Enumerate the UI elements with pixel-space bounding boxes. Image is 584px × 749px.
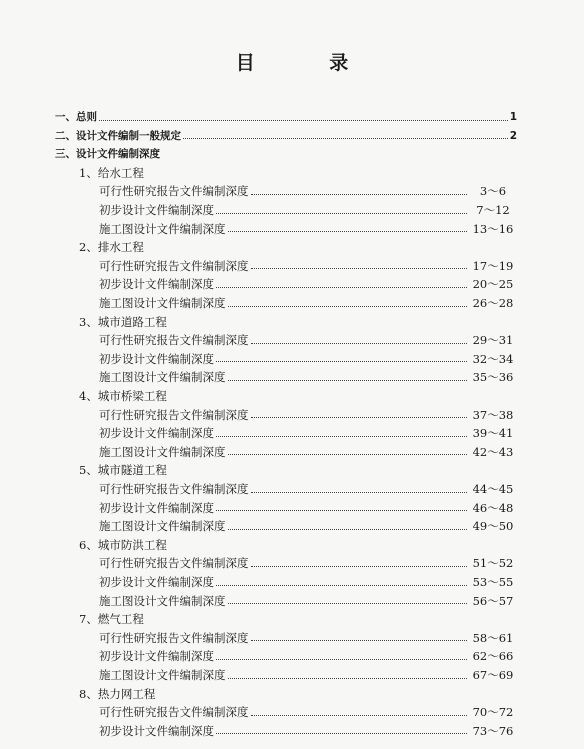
toc-chapter[interactable] — [55, 127, 517, 145]
toc-item[interactable] — [99, 517, 517, 535]
toc-page-number: 51～52 — [472, 556, 514, 571]
toc-entry-label: 初步设计文件编制深度 — [99, 203, 214, 217]
dot-leader — [183, 138, 508, 139]
toc-entry-label: 二、设计文件编制一般规定 — [55, 129, 181, 142]
toc-item[interactable] — [99, 703, 517, 721]
toc-entry-label: 可行性研究报告文件编制深度 — [99, 407, 249, 422]
dot-leader — [251, 492, 468, 493]
toc-entry-label: 施工图设计文件编制深度 — [99, 593, 226, 608]
dot-leader — [228, 306, 468, 307]
toc-item[interactable] — [99, 350, 517, 368]
toc-entry-label: 初步设计文件编制深度 — [99, 649, 214, 664]
toc-entry-label: 3、城市道路工程 — [79, 314, 167, 329]
toc-item[interactable] — [99, 201, 517, 219]
toc-entry-label: 初步设计文件编制深度 — [99, 426, 214, 441]
dot-leader — [228, 529, 468, 530]
dot-leader — [216, 361, 467, 362]
toc-page-number: 56～57 — [472, 593, 514, 608]
toc-item[interactable] — [99, 443, 517, 461]
toc-section[interactable] — [79, 164, 379, 182]
toc-entry-label: 施工图设计文件编制深度 — [99, 668, 226, 682]
toc-page-number: 42～43 — [472, 444, 514, 459]
dot-leader — [251, 715, 468, 716]
toc-page-number: 58～61 — [472, 630, 514, 645]
toc-page-number: 2 — [509, 129, 517, 142]
toc-section[interactable] — [79, 685, 379, 703]
toc-entry-label: 一、总则 — [55, 111, 97, 123]
toc-page-number: 39～41 — [472, 426, 514, 441]
toc-item[interactable] — [99, 499, 517, 517]
dot-leader — [251, 640, 468, 641]
dot-leader — [216, 213, 467, 214]
toc-entry-label: 可行性研究报告文件编制深度 — [99, 705, 249, 720]
toc-entry-label: 施工图设计文件编制深度 — [99, 296, 226, 310]
toc-entry-label: 三、设计文件编制深度 — [55, 148, 160, 161]
dot-leader — [228, 678, 468, 679]
dot-leader — [216, 659, 467, 660]
toc-item[interactable] — [99, 275, 517, 293]
toc-item[interactable] — [99, 424, 517, 442]
toc-section[interactable] — [79, 313, 379, 331]
toc-section[interactable] — [79, 238, 379, 256]
dot-leader — [251, 194, 468, 195]
toc-item[interactable] — [99, 182, 517, 200]
toc-item[interactable] — [99, 220, 517, 238]
toc-entry-label: 可行性研究报告文件编制深度 — [99, 630, 249, 645]
dot-leader — [251, 417, 468, 418]
toc-page-number: 73～76 — [472, 723, 514, 738]
toc-page-number: 44～45 — [472, 482, 514, 496]
toc-entry-label: 8、热力网工程 — [79, 686, 156, 701]
dot-leader — [228, 454, 468, 455]
page-title: 目 录 — [235, 52, 383, 74]
toc-entry-label: 1、给水工程 — [79, 165, 144, 180]
toc-page-number: 1 — [509, 111, 517, 123]
toc-entry-label: 7、燃气工程 — [79, 612, 144, 627]
toc-entry-label: 4、城市桥梁工程 — [79, 389, 167, 403]
toc-page-number: 3～6 — [479, 184, 507, 199]
toc-item[interactable] — [99, 666, 517, 684]
dot-leader — [216, 510, 467, 511]
dot-leader — [216, 287, 467, 288]
toc-page-number: 35～36 — [472, 370, 514, 385]
toc-page-number: 7～12 — [476, 203, 510, 217]
dot-leader — [251, 343, 468, 344]
toc-item[interactable] — [99, 294, 517, 312]
dot-leader — [228, 380, 468, 381]
toc-entry-label: 施工图设计文件编制深度 — [99, 444, 226, 459]
toc-section[interactable] — [79, 461, 379, 479]
toc-entry-label: 可行性研究报告文件编制深度 — [99, 482, 249, 496]
toc-section[interactable] — [79, 610, 379, 628]
toc-entry-label: 可行性研究报告文件编制深度 — [99, 258, 249, 273]
toc-section[interactable] — [79, 536, 379, 554]
toc-entry-label: 施工图设计文件编制深度 — [99, 519, 226, 534]
dot-leader — [216, 585, 467, 586]
toc-entry-label: 初步设计文件编制深度 — [99, 277, 214, 292]
toc-entry-label: 5、城市隧道工程 — [79, 463, 167, 478]
toc-page-number: 53～55 — [472, 575, 514, 589]
toc-item[interactable] — [99, 573, 517, 591]
toc-entry-label: 2、排水工程 — [79, 240, 144, 255]
toc-entry-label: 施工图设计文件编制深度 — [99, 370, 226, 385]
dot-leader — [228, 231, 468, 232]
toc-chapter[interactable] — [55, 145, 517, 163]
toc-item[interactable] — [99, 592, 517, 610]
toc-page-number: 62～66 — [472, 649, 514, 664]
toc-page-number: 37～38 — [472, 407, 514, 422]
toc-entry-label: 初步设计文件编制深度 — [99, 723, 214, 738]
toc-page-number: 70～72 — [472, 705, 514, 720]
toc-item[interactable] — [99, 257, 517, 275]
dot-leader — [99, 120, 508, 121]
toc-entry-label: 施工图设计文件编制深度 — [99, 221, 226, 236]
toc-entry-label: 可行性研究报告文件编制深度 — [99, 556, 249, 571]
toc-page-number: 13～16 — [472, 221, 514, 236]
dot-leader — [251, 268, 468, 269]
toc-item[interactable] — [99, 368, 517, 386]
toc-page-number: 46～48 — [472, 500, 514, 515]
toc-item[interactable] — [99, 722, 517, 740]
toc-page-number: 17～19 — [472, 258, 514, 273]
toc-page-number: 32～34 — [472, 351, 514, 366]
dot-leader — [216, 436, 467, 437]
toc-page-number: 26～28 — [472, 296, 514, 310]
dot-leader — [251, 566, 468, 567]
toc-entry-label: 初步设计文件编制深度 — [99, 500, 214, 515]
toc-item[interactable] — [99, 629, 517, 647]
toc-chapter[interactable] — [55, 108, 517, 126]
toc-page-number: 49～50 — [472, 519, 514, 534]
toc-page-number: 20～25 — [472, 277, 514, 292]
toc-entry-label: 可行性研究报告文件编制深度 — [99, 184, 249, 199]
dot-leader — [216, 733, 467, 734]
toc-entry-label: 初步设计文件编制深度 — [99, 351, 214, 366]
toc-page-number: 67～69 — [472, 668, 514, 682]
toc-page-number: 29～31 — [472, 333, 514, 348]
toc-item[interactable] — [99, 331, 517, 349]
toc-item[interactable] — [99, 480, 517, 498]
toc-entry-label: 初步设计文件编制深度 — [99, 575, 214, 589]
toc-item[interactable] — [99, 406, 517, 424]
dot-leader — [228, 603, 468, 604]
toc-entry-label: 6、城市防洪工程 — [79, 537, 167, 552]
toc-entry-label: 可行性研究报告文件编制深度 — [99, 333, 249, 348]
toc-section[interactable] — [79, 387, 379, 405]
toc-item[interactable] — [99, 647, 517, 665]
toc-item[interactable] — [99, 554, 517, 572]
